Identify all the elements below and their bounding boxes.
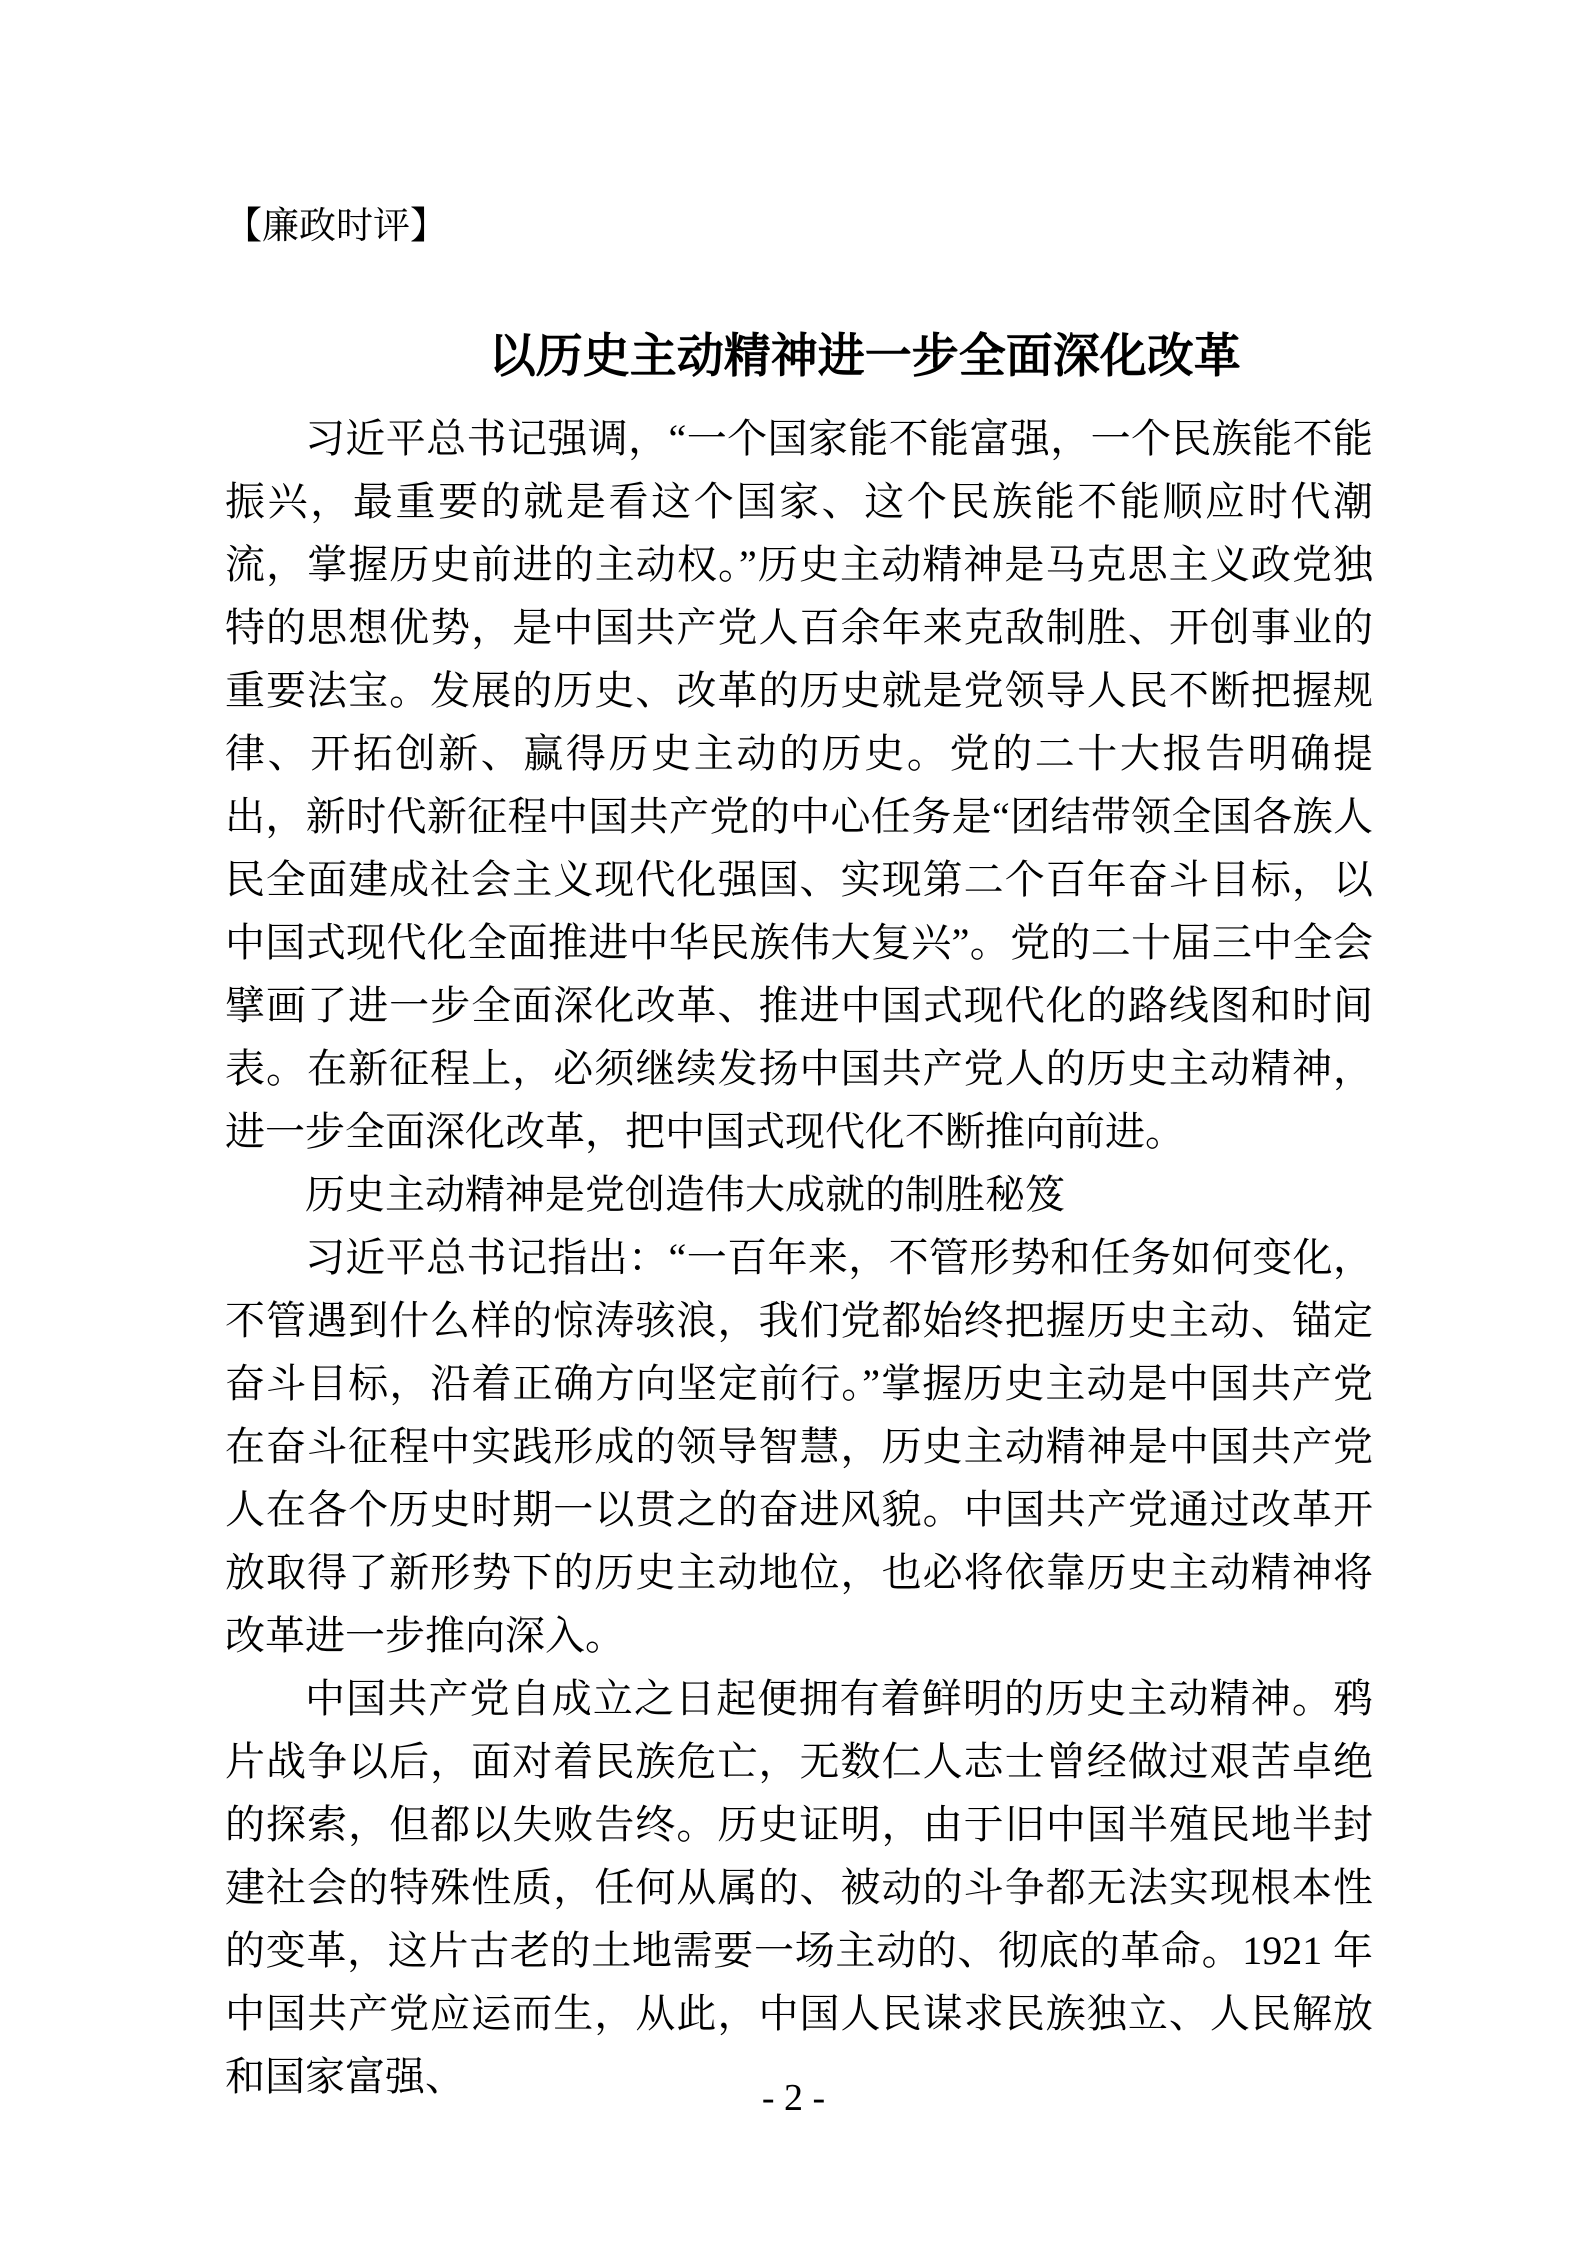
- body-paragraph: 中国共产党自成立之日起便拥有着鲜明的历史主动精神。鸦片战争以后，面对着民族危亡，无数仁人志士曾经做过艰苦卓绝的探索，但都以失败告终。历史证明，由于旧中国半殖民地半封建社会的特殊性质，任何从属的、被动的斗争都无法实现根本性的变革，这片古老的土地需要一场主动的、彻底的革命。1921 年中国共产党应运而生，从此，中国人民谋求民族独立、人民解放和国家富强、: [225, 1676, 1373, 2099]
- column-tag: 【廉政时评】: [225, 206, 447, 247]
- article-body: [225, 407, 1373, 2108]
- article-title: 以历史主动精神进一步全面深化改革: [488, 331, 1241, 383]
- body-paragraph: 习近平总书记指出：“一百年来，不管形势和任务如何变化，不管遇到什么样的惊涛骇浪，我们党都始终把握历史主动、锚定奋斗目标，沿着正确方向坚定前行。”掌握历史主动是中国共产党在奋斗征程中实践形成的领导智慧，历史主动精神是中国共产党人在各个历史时期一以贯之的奋进风貌。中国共产党通过改革开放取得了新形势下的历史主动地位，也必将依靠历史主动精神将改革进一步推向深入。: [225, 1235, 1373, 1658]
- body-paragraph: 习近平总书记强调，“一个国家能不能富强，一个民族能不能振兴，最重要的就是看这个国家、这个民族能不能顺应时代潮流，掌握历史前进的主动权。”历史主动精神是马克思主义政党独特的思想优势，是中国共产党人百余年来克敌制胜、开创事业的重要法宝。发展的历史、改革的历史就是党领导人民不断把握规律、开拓创新、赢得历史主动的历史。党的二十大报告明确提出，新时代新征程中国共产党的中心任务是“团结带领全国各族人民全面建成社会主义现代化强国、实现第二个百年奋斗目标，以中国式现代化全面推进中华民族伟大复兴”。党的二十届三中全会擘画了进一步全面深化改革、推进中国式现代化的路线图和时间表。在新征程上，必须继续发扬中国共产党人的历史主动精神，进一步全面深化改革，把中国式现代化不断推向前进。: [225, 416, 1373, 1154]
- page-number: - 2 -: [761, 2077, 826, 2119]
- section-subheading: 历史主动精神是党创造伟大成就的制胜秘笈: [305, 1172, 1065, 1217]
